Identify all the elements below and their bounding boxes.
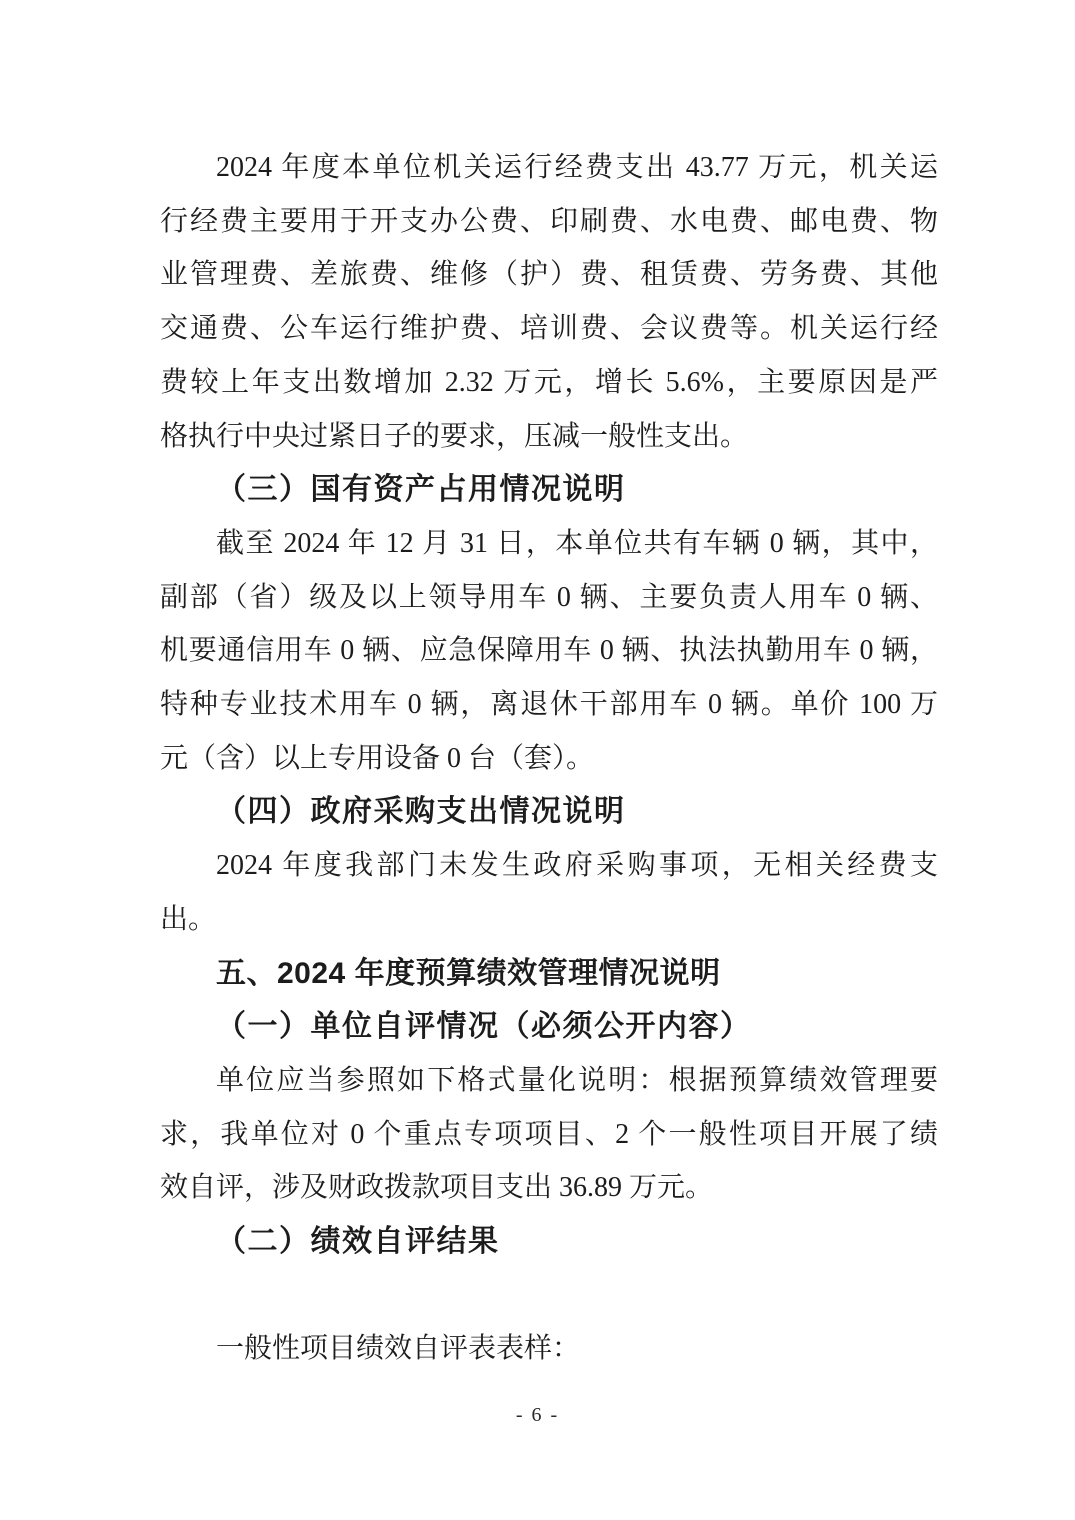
chapter-heading: 五、2024 年度预算绩效管理情况说明 [216,956,721,990]
text-line: 副部（省）级及以上领导用车 0 辆、主要负责人用车 0 辆、 [160,581,938,613]
text-line: 费较上年支出数增加 2.32 万元，增长 5.6%，主要原因是严 [160,366,938,398]
text-line: 2024 年度我部门未发生政府采购事项，无相关经费支 [216,850,938,882]
text-line: 业管理费、差旅费、维修（护）费、租赁费、劳务费、其他 [160,259,938,291]
text-line: 格执行中央过紧日子的要求，压减一般性支出。 [160,420,749,452]
section-heading: （四）政府采购支出情况说明 [216,795,626,829]
text-line: 机要通信用车 0 辆、应急保障用车 0 辆、执法执勤用车 0 辆， [160,635,938,667]
text-line: 2024 年度本单位机关运行经费支出 43.77 万元，机关运 [216,152,938,183]
text-line: 求，我单位对 0 个重点专项项目、2 个一般性项目开展了绩 [160,1118,938,1150]
document-body [160,141,938,1376]
text-line: 元（含）以上专用设备 0 台（套）。 [160,742,595,774]
section-heading: （三）国有资产占用情况说明 [216,473,626,507]
text-line: 一般性项目绩效自评表表样： [216,1333,581,1365]
text-line: 交通费、公车运行维护费、培训费、会议费等。机关运行经 [160,313,938,345]
section-heading: （二）绩效自评结果 [216,1225,500,1259]
text-line: 特种专业技术用车 0 辆，离退休干部用车 0 辆。单价 100 万 [160,689,938,721]
text-line: 截至 2024 年 12 月 31 日，本单位共有车辆 0 辆，其中， [216,527,938,559]
section-heading: （一）单位自评情况（必须公开内容） [216,1010,752,1044]
text-line: 行经费主要用于开支办公费、印刷费、水电费、邮电费、物 [160,205,938,237]
text-line: 单位应当参照如下格式量化说明：根据预算绩效管理要 [216,1064,938,1096]
text-line: 效自评，涉及财政拨款项目支出 36.89 万元。 [160,1172,714,1204]
page-number-text: - 6 - [515,1404,560,1426]
blank-line [160,1269,938,1323]
text-line: 出。 [160,903,217,935]
page-number [0,1402,1075,1428]
